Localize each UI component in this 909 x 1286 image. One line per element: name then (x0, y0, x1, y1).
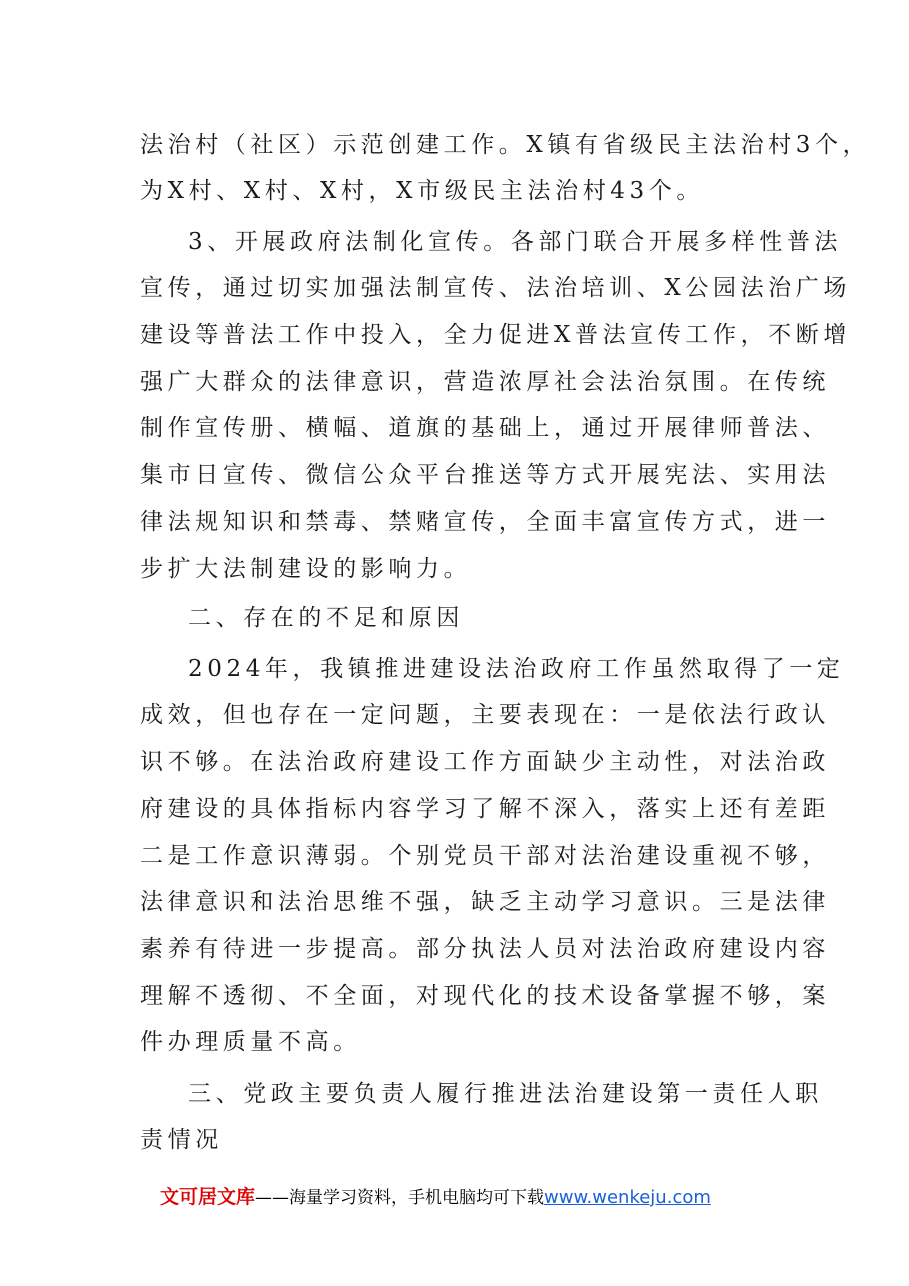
section-3-main-heading-line-2: 责情况 (140, 1127, 223, 1153)
text-line-14: 识不够。在法治政府建设工作方面缺少主动性，对法治政 (140, 749, 830, 775)
footer-banner (160, 1185, 711, 1210)
section-2-heading: 二、存在的不足和原因 (188, 605, 464, 631)
text-line-16: 二是工作意识薄弱。个别党员干部对法治建设重视不够， (140, 843, 830, 869)
text-line-1: 法治村（社区）示范创建工作。X镇有省级民主法治村3个， (140, 132, 871, 158)
text-line-5: 建设等普法工作中投入，全力促进X普法宣传工作，不断增 (140, 322, 851, 348)
text-line-8: 集市日宣传、微信公众平台推送等方式开展宪法、实用法 (140, 462, 830, 488)
text-line-7: 制作宣传册、横幅、道旗的基础上，通过开展律师普法、 (140, 415, 830, 441)
text-line-10: 步扩大法制建设的影响力。 (140, 556, 472, 582)
website-link[interactable]: www.wenkeju.com (544, 1187, 711, 1208)
text-line-12: 2024年，我镇推进建设法治政府工作虽然取得了一定 (188, 656, 845, 682)
text-line-9: 律法规知识和禁毒、禁赌宣传，全面丰富宣传方式，进一 (140, 509, 830, 535)
footer-slogan: ——海量学习资料，手机电脑均可下载 (255, 1188, 545, 1208)
text-line-17: 法律意识和法治思维不强，缺乏主动学习意识。三是法律 (140, 889, 830, 915)
text-line-13: 成效，但也存在一定问题，主要表现在：一是依法行政认 (140, 702, 830, 728)
text-line-19: 理解不透彻、不全面，对现代化的技术设备掌握不够，案 (140, 983, 830, 1009)
text-line-18: 素养有待进一步提高。部分执法人员对法治政府建设内容 (140, 936, 830, 962)
section-3-heading-line: 3、开展政府法制化宣传。各部门联合开展多样性普法 (188, 229, 843, 255)
section-3-main-heading-line-1: 三、党政主要负责人履行推进法治建设第一责任人职 (188, 1081, 823, 1107)
text-line-20: 件办理质量不高。 (140, 1029, 361, 1055)
text-line-4: 宣传，通过切实加强法制宣传、法治培训、X公园法治广场 (140, 275, 851, 301)
text-line-2: 为X村、X村、X村，X市级民主法治村43个。 (140, 178, 704, 204)
brand-name: 文可居文库 (160, 1186, 256, 1208)
text-line-15: 府建设的具体指标内容学习了解不深入，落实上还有差距 (140, 796, 830, 822)
text-line-6: 强广大群众的法律意识，营造浓厚社会法治氛围。在传统 (140, 369, 830, 395)
